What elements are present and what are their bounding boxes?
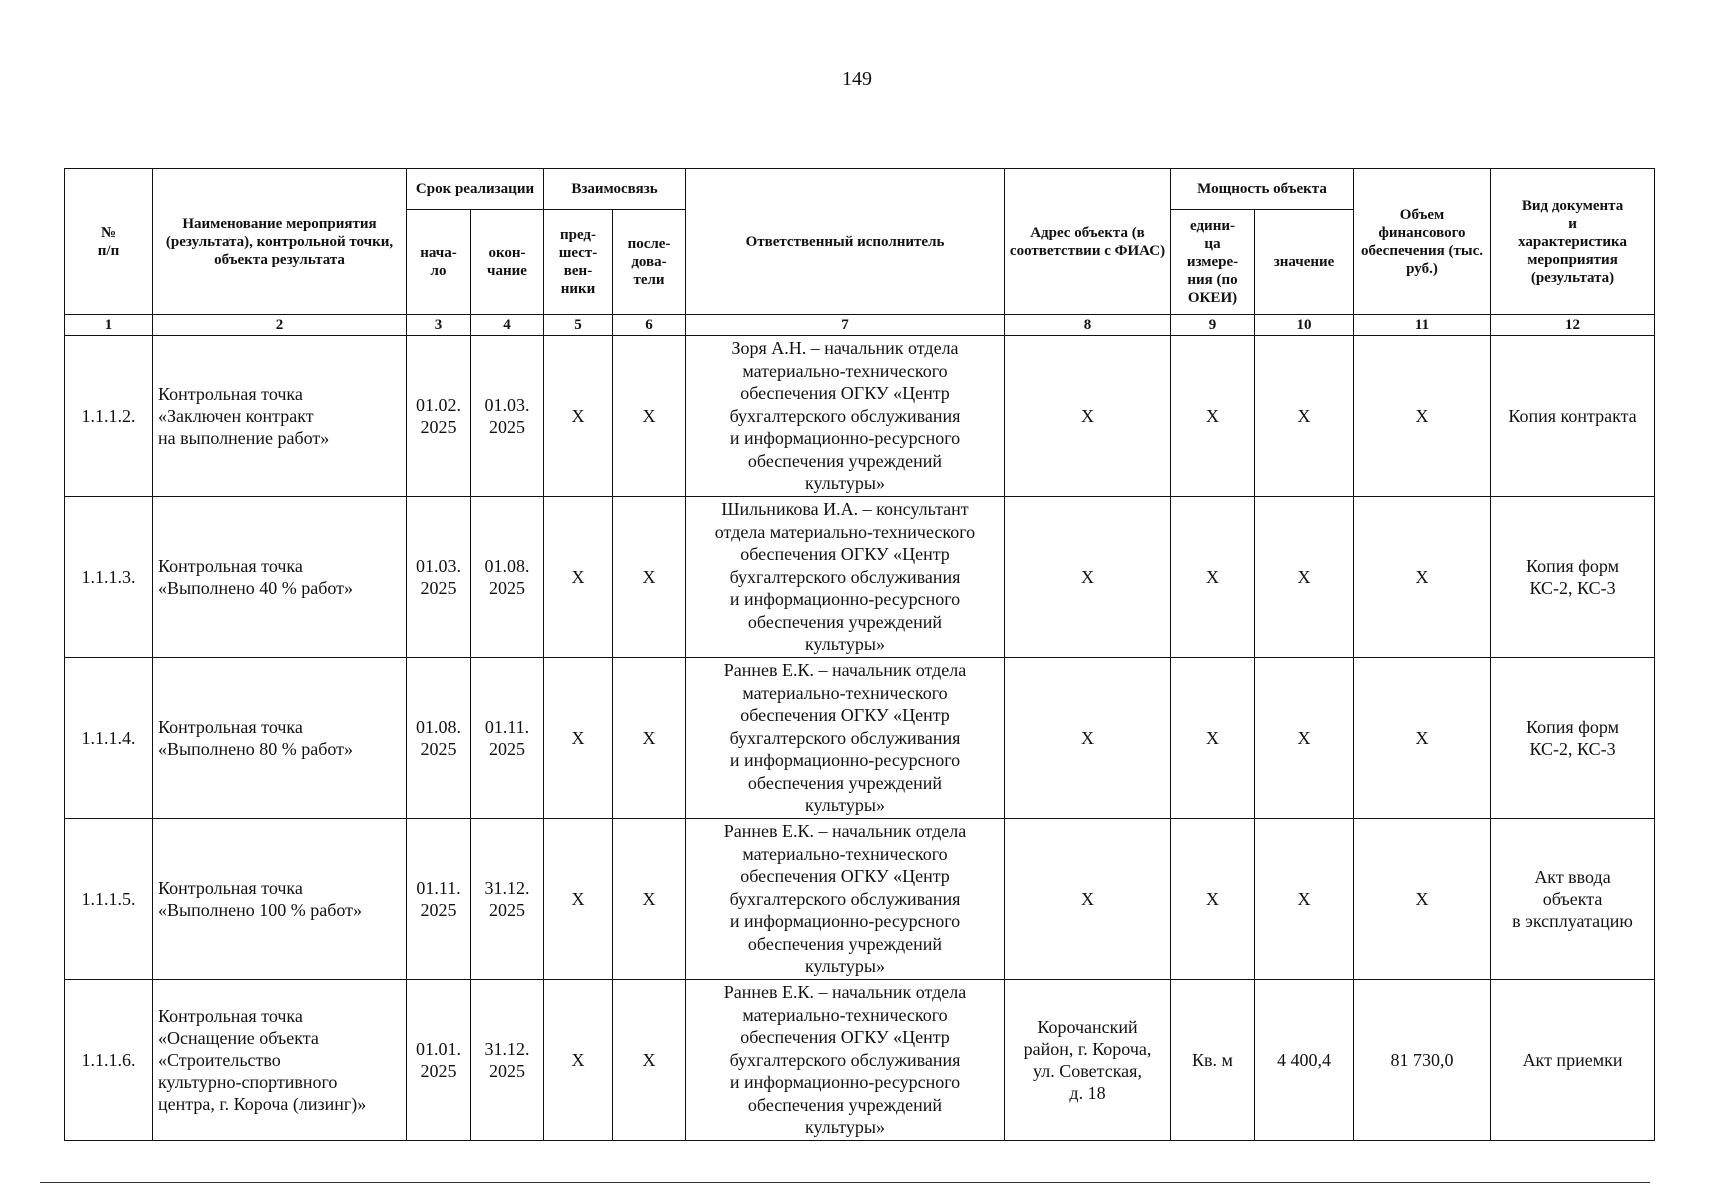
row-start-date: 01.02. 2025 <box>407 336 471 497</box>
bottom-rule <box>40 1182 1650 1183</box>
row-unit: X <box>1171 658 1255 819</box>
row-name: Контрольная точка «Выполнено 100 % работ» <box>153 819 407 980</box>
row-value: 4 400,4 <box>1255 980 1354 1141</box>
column-number-row <box>65 315 1655 336</box>
col-header-end: окон- чание <box>471 210 544 315</box>
row-end-date: 31.12. 2025 <box>471 980 544 1141</box>
row-address: X <box>1005 658 1171 819</box>
row-name: Контрольная точка «Выполнено 80 % работ» <box>153 658 407 819</box>
row-predecessors: X <box>544 658 613 819</box>
row-successors: X <box>613 497 686 658</box>
row-unit: X <box>1171 336 1255 497</box>
row-funding: X <box>1354 336 1491 497</box>
col-header-number: № п/п <box>65 169 153 315</box>
row-responsible: Шильникова И.А. – консультант отдела материально-технического обеспечения ОГКУ «Центр бухгалтерского обслуживания и информационно-ресурсного обеспечения учреждений культуры» <box>686 497 1005 658</box>
column-number: 6 <box>613 315 686 336</box>
events-table <box>64 168 1655 1141</box>
row-unit: Кв. м <box>1171 980 1255 1141</box>
row-successors: X <box>613 336 686 497</box>
row-end-date: 01.03. 2025 <box>471 336 544 497</box>
col-header-value: значение <box>1255 210 1354 315</box>
column-number: 4 <box>471 315 544 336</box>
row-responsible: Зоря А.Н. – начальник отдела материально-технического обеспечения ОГКУ «Центр бухгалтерского обслуживания и информационно-ресурсного обеспечения учреждений культуры» <box>686 336 1005 497</box>
row-predecessors: X <box>544 819 613 980</box>
row-responsible: Раннев Е.К. – начальник отдела материально-технического обеспечения ОГКУ «Центр бухгалтерского обслуживания и информационно-ресурсного обеспечения учреждений культуры» <box>686 658 1005 819</box>
row-start-date: 01.01. 2025 <box>407 980 471 1141</box>
row-predecessors: X <box>544 980 613 1141</box>
column-number: 3 <box>407 315 471 336</box>
column-number: 10 <box>1255 315 1354 336</box>
column-number: 2 <box>153 315 407 336</box>
col-header-doc-type: Вид документа и характеристика мероприятия (результата) <box>1491 169 1655 315</box>
column-number: 11 <box>1354 315 1491 336</box>
row-predecessors: X <box>544 336 613 497</box>
row-document: Копия форм КС-2, КС-3 <box>1491 497 1655 658</box>
row-document: Акт ввода объекта в эксплуатацию <box>1491 819 1655 980</box>
table-row <box>65 980 1655 1141</box>
header-row-top <box>65 169 1655 210</box>
row-start-date: 01.03. 2025 <box>407 497 471 658</box>
row-number: 1.1.1.3. <box>65 497 153 658</box>
column-number: 7 <box>686 315 1005 336</box>
col-header-name: Наименование мероприятия (результата), контрольной точки, объекта результата <box>153 169 407 315</box>
col-header-capacity: Мощность объекта <box>1171 169 1354 210</box>
row-address: X <box>1005 497 1171 658</box>
page-number: 149 <box>842 68 872 90</box>
row-document: Копия форм КС-2, КС-3 <box>1491 658 1655 819</box>
col-header-predecessors: пред- шест- вен- ники <box>544 210 613 315</box>
col-header-successors: после- дова- тели <box>613 210 686 315</box>
row-responsible: Раннев Е.К. – начальник отдела материально-технического обеспечения ОГКУ «Центр бухгалтерского обслуживания и информационно-ресурсного обеспечения учреждений культуры» <box>686 980 1005 1141</box>
row-document: Копия контракта <box>1491 336 1655 497</box>
row-document: Акт приемки <box>1491 980 1655 1141</box>
row-end-date: 31.12. 2025 <box>471 819 544 980</box>
row-predecessors: X <box>544 497 613 658</box>
row-funding: 81 730,0 <box>1354 980 1491 1141</box>
row-funding: X <box>1354 497 1491 658</box>
row-unit: X <box>1171 497 1255 658</box>
row-value: X <box>1255 819 1354 980</box>
row-successors: X <box>613 819 686 980</box>
col-header-responsible: Ответственный исполнитель <box>686 169 1005 315</box>
row-unit: X <box>1171 819 1255 980</box>
column-number: 9 <box>1171 315 1255 336</box>
row-address: X <box>1005 819 1171 980</box>
column-number: 1 <box>65 315 153 336</box>
row-address: X <box>1005 336 1171 497</box>
row-funding: X <box>1354 819 1491 980</box>
row-successors: X <box>613 980 686 1141</box>
row-number: 1.1.1.4. <box>65 658 153 819</box>
column-number: 8 <box>1005 315 1171 336</box>
row-value: X <box>1255 658 1354 819</box>
column-number: 5 <box>544 315 613 336</box>
table-row <box>65 497 1655 658</box>
row-name: Контрольная точка «Оснащение объекта «Строительство культурно-спортивного центра, г. Короча (лизинг)» <box>153 980 407 1141</box>
row-address: Корочанский район, г. Короча, ул. Советская, д. 18 <box>1005 980 1171 1141</box>
row-responsible: Раннев Е.К. – начальник отдела материально-технического обеспечения ОГКУ «Центр бухгалтерского обслуживания и информационно-ресурсного обеспечения учреждений культуры» <box>686 819 1005 980</box>
row-number: 1.1.1.5. <box>65 819 153 980</box>
col-header-unit: едини- ца измере- ния (по ОКЕИ) <box>1171 210 1255 315</box>
table-row <box>65 658 1655 819</box>
row-funding: X <box>1354 658 1491 819</box>
row-end-date: 01.11. 2025 <box>471 658 544 819</box>
row-end-date: 01.08. 2025 <box>471 497 544 658</box>
col-header-funding: Объем финансового обеспечения (тыс. руб.) <box>1354 169 1491 315</box>
col-header-address: Адрес объекта (в соответствии с ФИАС) <box>1005 169 1171 315</box>
row-number: 1.1.1.6. <box>65 980 153 1141</box>
col-header-relation: Взаимосвязь <box>544 169 686 210</box>
row-successors: X <box>613 658 686 819</box>
row-number: 1.1.1.2. <box>65 336 153 497</box>
row-start-date: 01.08. 2025 <box>407 658 471 819</box>
table-row <box>65 336 1655 497</box>
column-number: 12 <box>1491 315 1655 336</box>
col-header-start: нача- ло <box>407 210 471 315</box>
row-name: Контрольная точка «Выполнено 40 % работ» <box>153 497 407 658</box>
row-name: Контрольная точка «Заключен контракт на выполнение работ» <box>153 336 407 497</box>
table-row <box>65 819 1655 980</box>
row-value: X <box>1255 336 1354 497</box>
row-value: X <box>1255 497 1354 658</box>
col-header-period: Срок реализации <box>407 169 544 210</box>
row-start-date: 01.11. 2025 <box>407 819 471 980</box>
